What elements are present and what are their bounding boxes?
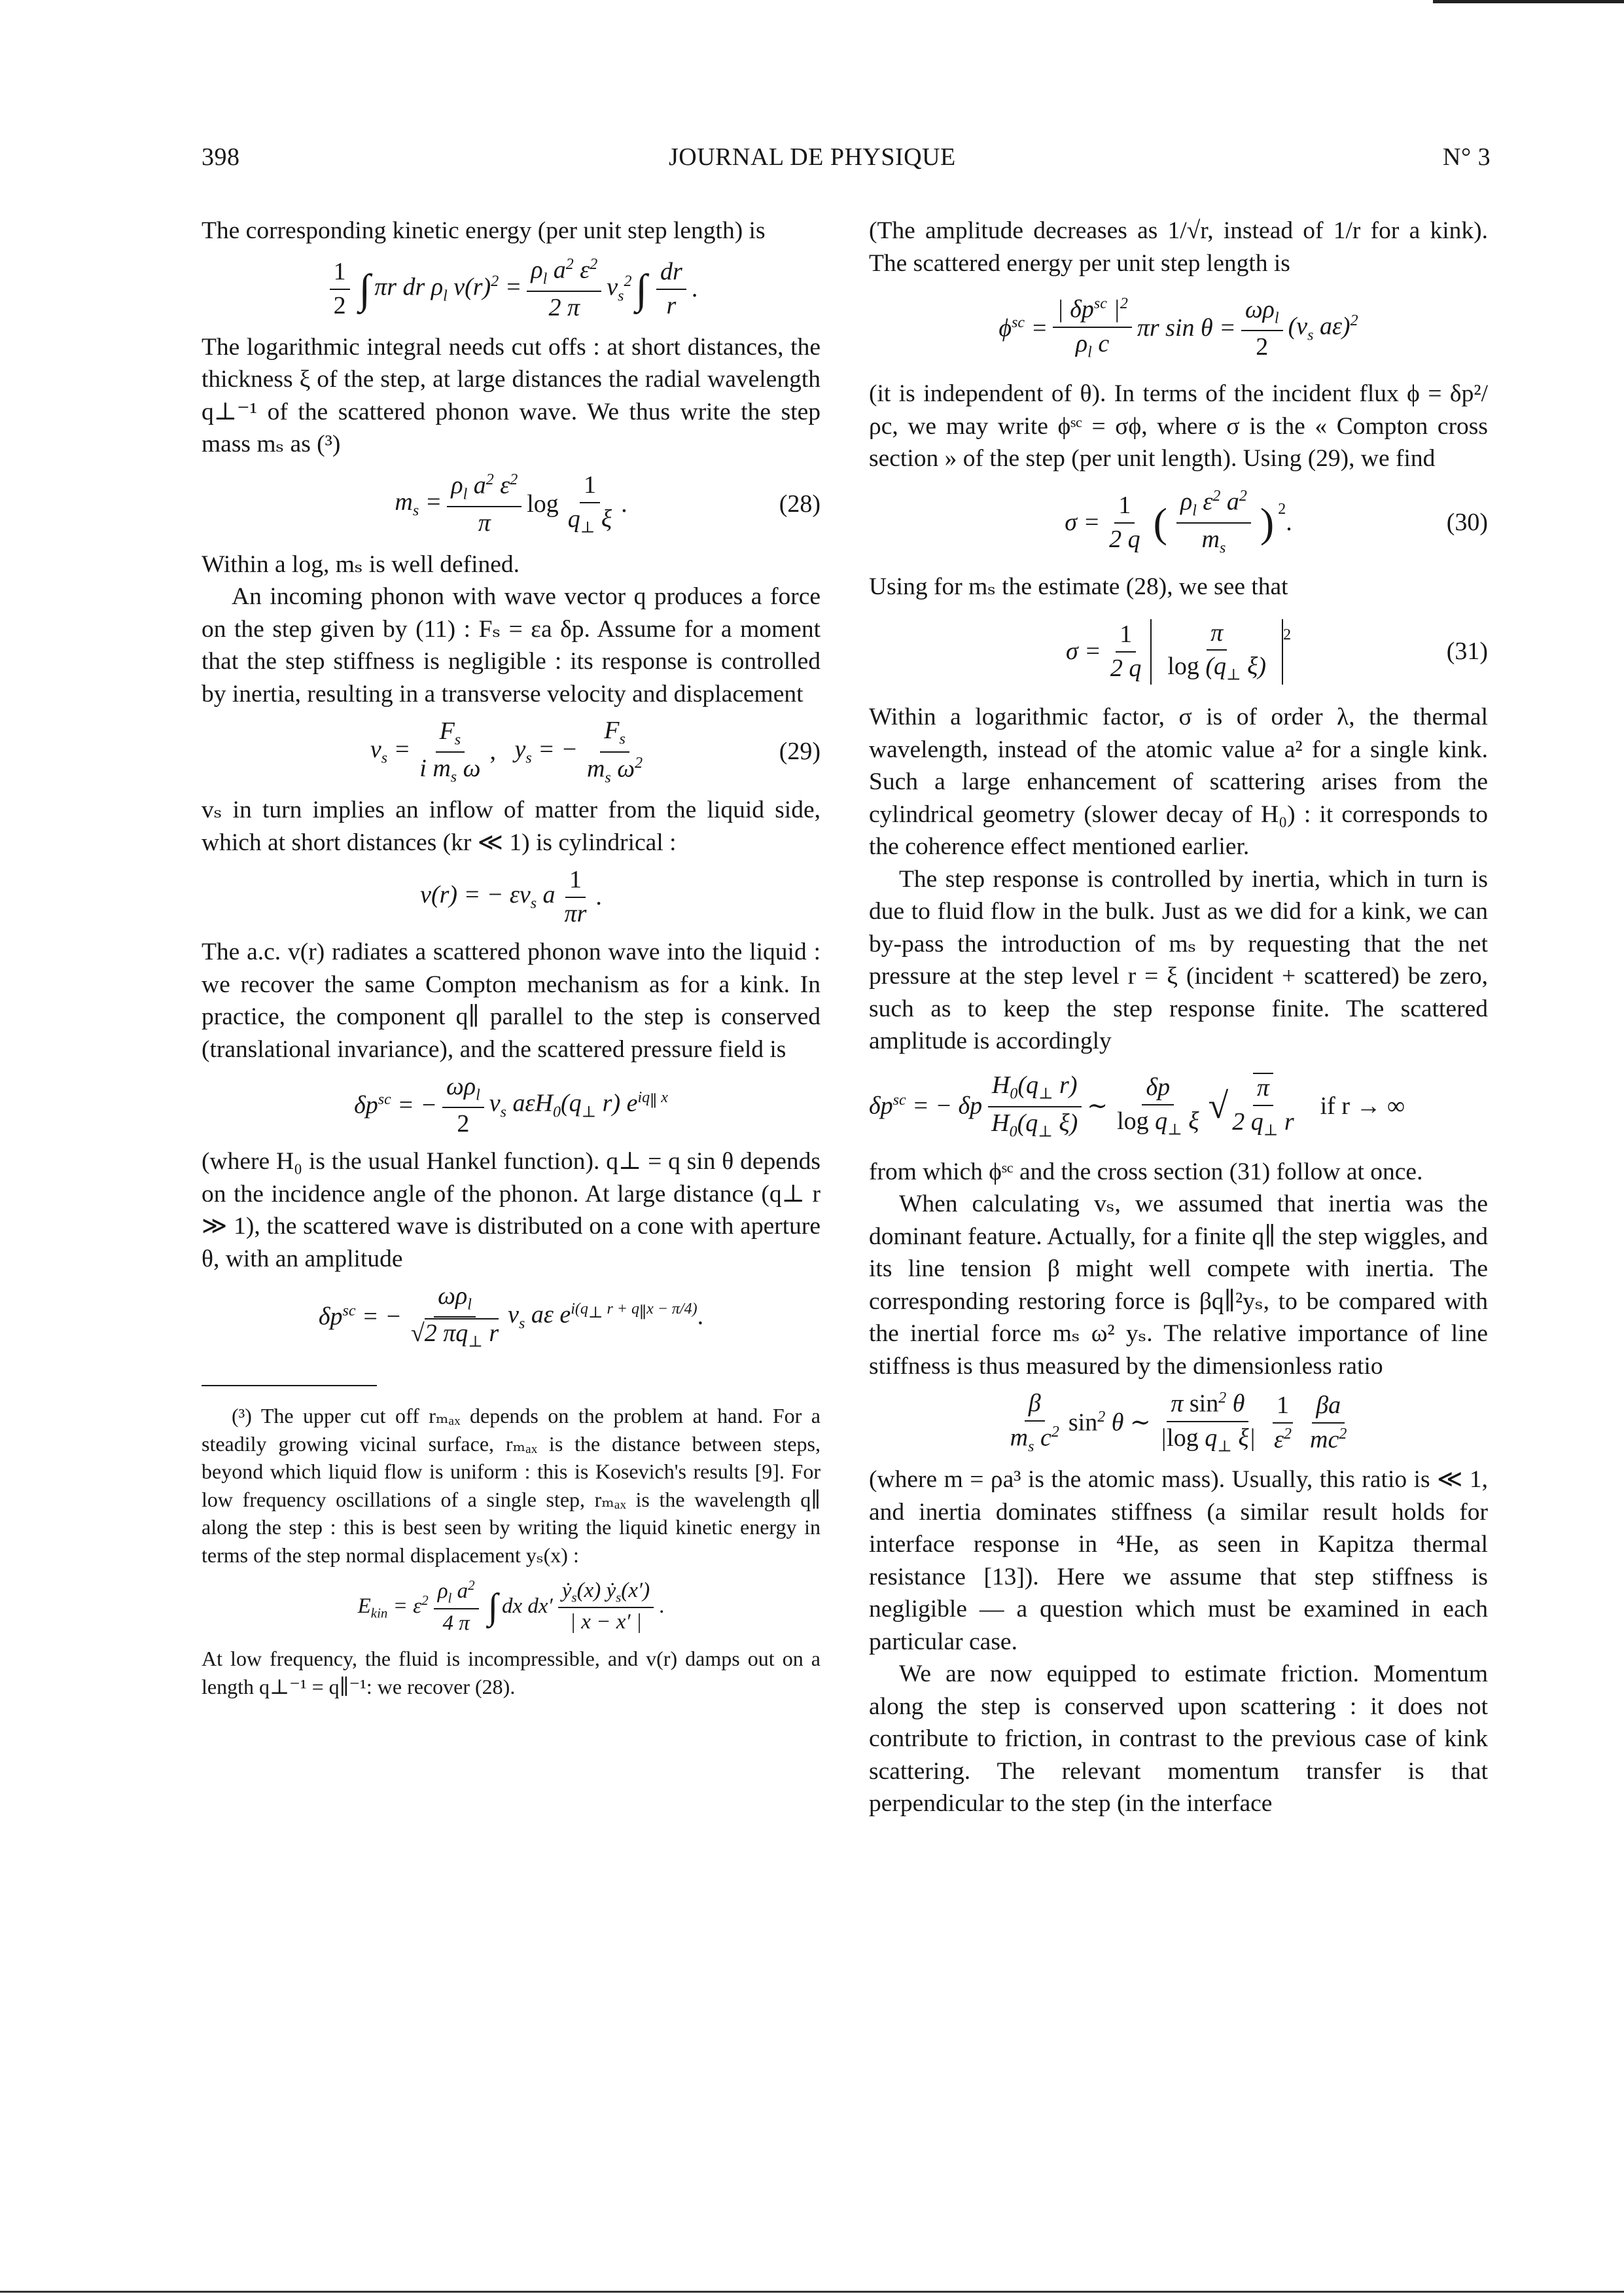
paragraph: (it is independent of θ). In terms of the incident flux ϕ = δp²/ρc, we may write ϕˢᶜ = σϕ, where σ is the « Compton cross section » of the step (per unit length). Using (29), we find — [869, 380, 1488, 472]
footnote-text: At low frequency, the fluid is incompressible, and v(r) damps out on a length q⊥⁻¹ = q∥⁻¹: we recover (28). — [202, 1647, 821, 1698]
right-column — [869, 215, 1488, 1820]
paragraph: (where m = ρa³ is the atomic mass). Usually, this ratio is ≪ 1, and inertia dominates stiffness (a similar result holds for interface response in ⁴He, as seen in Kapitza thermal resistance [13]). Here we assume that step stiffness is negligible — a question which must be examined in each particular case. — [869, 1466, 1488, 1655]
page-number: 398 — [202, 143, 240, 171]
left-column — [202, 215, 821, 1700]
equation-number: (29) — [779, 738, 821, 766]
equation-number: (30) — [1446, 508, 1488, 536]
paragraph: (where H₀ is the usual Hankel function). q⊥ = q sin θ depends on the incidence angle of the phonon. At large distance (q⊥ r ≫ 1), the scattered wave is distributed on a cone with aperture θ, with an amplitude — [202, 1148, 821, 1272]
equation-28: $m_s$ = $\frac{\rho_l a^2 \varepsilon^2}{\pi}$ log $\frac{1}{q_\perp \xi}$ . (28) — [395, 471, 821, 537]
paragraph: When calculating vₛ, we assumed that inertia was the dominant feature. Actually, for a finite q∥ the step wiggles, and its line tension β might well compete with inertia. The corresponding restoring force is βq∥²yₛ, to be compared with the inertial force mₛ ω² yₛ. The relative importance of line stiffness is thus measured by the dimensionless ratio — [869, 1191, 1488, 1380]
equation-amplitude: $\delta p^{sc}$ = − $\frac{\omega\rho_l}{√2 \pi q_\perp r}$ $v_s$ aε $e^{i(q_\perp r + q_\parallel x - \pi/4)}$ . — [318, 1282, 704, 1351]
equation-scattered-pressure: $\delta p^{sc}$ = − $\frac{\omega\rho_l}{2}$ $v_s$ $a\varepsilon H_0(q_\perp$ r) $e^{iq_\parallel x}$ — [354, 1072, 668, 1138]
equation-kinetic-energy: $\frac{1}{2}$ ∫ πr dr $\rho_l$ $v(r)^2$ = $\frac{\rho_l a^2 \varepsilon^2}{2 \pi}$ $v_s^2$ ∫ $\frac{dr}{r}$ . — [202, 247, 821, 331]
paragraph: (The amplitude decreases as 1/√r, instead of 1/r for a kink). The scattered energy per unit step length is — [869, 217, 1488, 277]
equation-scattered-energy: $\phi^{sc}$ = $\frac{| \delta p^{sc} |^2}{\rho_l c}$ πr sin θ = $\frac{\omega\rho_l}{2}$ ($v_s$ aε)$^2$ — [998, 295, 1358, 361]
equation-velocity: v(r) = − $\varepsilon v_s$ a $\frac{1}{\pi r}$ . — [420, 866, 602, 927]
footnote — [202, 1402, 821, 1700]
paragraph: We are now equipped to estimate friction. Momentum along the step is conserved upon scattering : it does not contribute to friction, in contrast to the previous case of kink scattering. The relevant momentum transfer is that perpendicular to the step (in the interface — [869, 1660, 1488, 1817]
equation-30: σ = $\frac{1}{2 q}$ ( $\frac{\rho_l \varepsilon^2 a^2}{m_s}$ ) $^2$ . (30) — [1065, 487, 1488, 557]
bottom-rule — [0, 2291, 1624, 2293]
footnote-text: (³) The upper cut off rₘₐₓ depends on the problem at hand. For a steadily growing vicinal surface, rₘₐₓ is the distance between steps, beyond which liquid flow is uniform : this is Kosevich's results [9]. For low frequency oscillations of a single step, rₘₐₓ is the wavelength q∥ along the step : this is best seen by writing the liquid kinetic energy in terms of the step normal displacement yₛ(x) : — [202, 1404, 821, 1567]
paragraph: The corresponding kinetic energy (per unit step length) is — [202, 217, 766, 244]
equation-scattered-amplitude: $\delta p^{sc}$ = − δp $\frac{H_0(q_\perp r)}{H_0(q_\perp \xi)}$ ∼ $\frac{\delta p}{\log q_\perp \xi}$ √ $\frac{\pi}{2 q_\perp r}$ if r → ∞ — [869, 1071, 1405, 1141]
paragraph: from which ϕˢᶜ and the cross section (31) follow at once. — [869, 1158, 1423, 1185]
issue-number: N° 3 — [1443, 143, 1491, 171]
equation-29: $v_s$ = $\frac{F_s}{i m_s \omega}$ , $y_s$ = − $\frac{F_s}{m_s \omega^2}$ (29) — [370, 717, 821, 786]
paragraph: Within a log, mₛ is well defined. — [202, 550, 520, 578]
paragraph: The logarithmic integral needs cut offs : at short distances, the thickness ξ of the step, at large distances the radial wavelength q⊥⁻¹ of the scattered phonon wave. We thus write the step mass mₛ as (³) — [202, 333, 821, 457]
paragraph: An incoming phonon with wave vector q produces a force on the step given by (11) : Fₛ = εa δp. Assume for a moment that the step stiffness is negligible : its response is controlled by inertia, resulting in a transverse velocity and displacement — [202, 583, 821, 708]
limit-condition: if r → ∞ — [1320, 1092, 1405, 1120]
paragraph: vₛ in turn implies an inflow of matter from the liquid side, which at short distances (kr ≪ 1) is cylindrical : — [202, 797, 821, 856]
equation-stiffness-ratio: $\frac{\beta}{m_s c^2}$ $\sin^2 \theta$ ∼ $\frac{\pi \sin^2 \theta}{|\log q_\perp \xi|}$ $\frac{1}{\varepsilon^2}$ $\frac{\beta a}{mc^2}$ — [1010, 1390, 1347, 1456]
paragraph: The a.c. v(r) radiates a scattered phonon wave into the liquid : we recover the same Compton mechanism as for a kink. In practice, the component q∥ parallel to the step is conserved (translational invariance), and the scattered pressure field is — [202, 939, 821, 1063]
paragraph: Within a logarithmic factor, σ is of order λ, the thermal wavelength, instead of the atomic value a² for a single kink. Such a large enhancement of scattering arises from the cylindrical geometry (slower decay of H₀) : it corresponds to the coherence effect mentioned earlier. — [869, 704, 1488, 860]
equation-number: (28) — [779, 490, 821, 518]
paragraph: The step response is controlled by inertia, which in turn is due to fluid flow in the bulk. Just as we did for a kink, we can by-pass the introduction of mₛ by requesting that the net pressure at the step level r = ξ (incident + scattered) be zero, such as to keep the step response finite. The scattered amplitude is accordingly — [869, 865, 1488, 1054]
footnote-separator — [202, 1385, 377, 1386]
equation-number: (31) — [1446, 637, 1488, 666]
equation-footnote-energy: $E_{kin} = \varepsilon^2$ $\frac{\rho_l a^2}{4 \pi}$ ∫ dx dx′ $\frac{ẏ_s(x) ẏ_s(x')}{| x - x' |}$ . — [357, 1577, 665, 1635]
equation-31: σ = $\frac{1}{2 q}$ $\frac{\pi}{\log (q_\perp \xi)}$ $^2$ (31) — [1065, 619, 1488, 684]
top-rule — [1433, 0, 1624, 3]
journal-title: JOURNAL DE PHYSIQUE — [669, 143, 956, 171]
paragraph: Using for mₛ the estimate (28), we see that — [869, 573, 1288, 600]
